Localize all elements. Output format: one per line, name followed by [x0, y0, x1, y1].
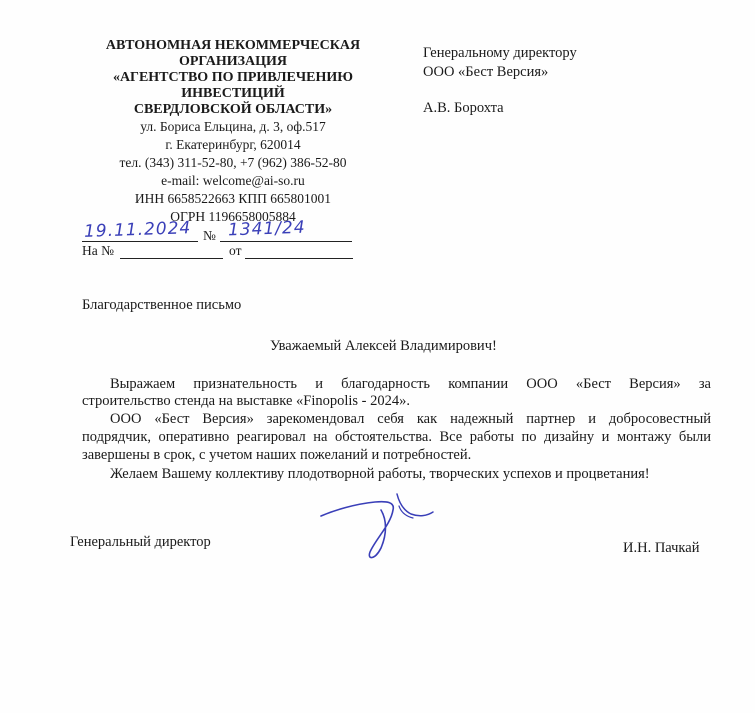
- paragraph-1-line-2: строительство стенда на выставке «Finopolis - 2024».: [82, 393, 411, 409]
- recipient-company: ООО «Бест Версия»: [423, 64, 549, 80]
- reference-underline: [120, 258, 223, 259]
- paragraph-1-line-1: Выражаем признательность и благодарность компании ООО «Бест Версия» за: [110, 376, 711, 392]
- from-underline: [245, 258, 353, 259]
- org-name-line-1: АВТОНОМНАЯ НЕКОММЕРЧЕСКАЯ: [105, 38, 361, 53]
- paragraph-3: Желаем Вашему коллективу плодотворной работы, творческих успехов и процветания!: [110, 466, 650, 482]
- org-city: г. Екатеринбург, 620014: [165, 137, 301, 152]
- from-label: от: [229, 243, 242, 258]
- org-ogrn: ОГРН 1196658005884: [170, 209, 296, 224]
- signoff-position: Генеральный директор: [70, 534, 211, 550]
- org-name-line-2: ОРГАНИЗАЦИЯ: [178, 54, 288, 69]
- org-email: e-mail: welcome@ai-so.ru: [161, 173, 305, 188]
- org-name-line-5: СВЕРДЛОВСКОЙ ОБЛАСТИ»: [133, 102, 333, 117]
- paragraph-2-line-3: завершены в срок, с учетом наших пожеланий и потребностей.: [82, 447, 472, 463]
- org-phone: тел. (343) 311-52-80, +7 (962) 386-52-80: [119, 155, 347, 170]
- org-name-line-3: «АГЕНТСТВО ПО ПРИВЛЕЧЕНИЮ: [112, 70, 354, 85]
- salutation: Уважаемый Алексей Владимирович!: [270, 338, 497, 354]
- reference-label: На №: [82, 243, 114, 258]
- handwritten-signature: [315, 480, 445, 565]
- paragraph-2-line-1: ООО «Бест Версия» зарекомендовал себя как надежный партнер и добросовестный: [110, 411, 711, 427]
- recipient-name: А.В. Борохта: [423, 100, 504, 116]
- number-underline: [220, 241, 352, 242]
- document-type: Благодарственное письмо: [82, 297, 242, 313]
- date-underline: [82, 241, 198, 242]
- registration-number: 1341/24: [227, 217, 306, 241]
- signoff-name: И.Н. Пачкай: [623, 540, 700, 556]
- registration-date: 19.11.2024: [83, 218, 192, 242]
- org-address: ул. Бориса Ельцина, д. 3, оф.517: [140, 119, 326, 134]
- paragraph-2-line-2: подрядчик, оперативно реагировал на обстоятельства. Все работы по дизайну и монтажу были: [82, 429, 711, 445]
- organization-letterhead: [66, 38, 400, 226]
- number-label: №: [203, 228, 216, 243]
- org-name-line-4: ИНВЕСТИЦИЙ: [181, 86, 285, 101]
- org-inn-kpp: ИНН 6658522663 КПП 665801001: [134, 191, 332, 206]
- recipient-position: Генеральному директору: [423, 45, 577, 61]
